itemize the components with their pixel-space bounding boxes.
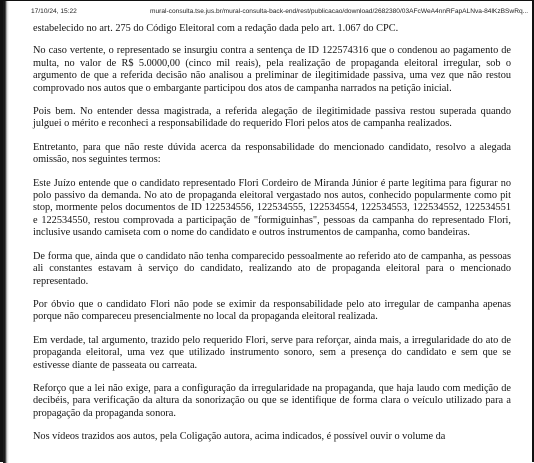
paragraph-9: Nos vídeos trazidos aos autos, pela Coligação autora, acima indicados, é possível ouvir o volume da <box>33 431 446 443</box>
document-body <box>33 23 511 455</box>
scan-border <box>3 1 9 463</box>
print-timestamp: 17/10/24, 15:22 <box>31 8 77 15</box>
paragraph-7: Em verdade, tal argumento, trazido pelo requerido Flori, serve para reforçar, ainda mais, a irregularidade do ato de propaganda eleitoral, uma vez que utilizado instrumento sonoro, sem a presença do candidato e sem que se estivesse diante de passeata ou carreata. <box>33 334 511 371</box>
paragraph-1: No caso vertente, o representado se insurgiu contra a sentença de ID 122574316 que o condenou ao pagamento de multa, no valor de R$ 5.0000,00 (cinco mil reais), pela realização de propaganda eleitoral irregular, sob o argumento de que a referida decisão não analisou a preliminar de ilegitimidade passiva, uma vez que não restou comprovado nos autos que o embargante participou dos atos de campanha narrados na petição inicial. <box>33 45 511 94</box>
paragraph-2: Pois bem. No entender dessa magistrada, a referida alegação de ilegitimidade passiva restou superada quando julguei o mérito e reconheci a responsabilidade do requerido Flori pelos atos de campanha realizados. <box>33 106 511 130</box>
paragraph-4: Este Juízo entende que o candidato representado Flori Cordeiro de Miranda Júnior é parte legítima para figurar no polo passivo da demanda. No ato de propaganda eleitoral vergastado nos autos, conhecido popularmente como pit stop, mormente pelos documentos de ID 122534556, 122534555, 122534554, 122534553, 122534552, 122534551 e 122534550, restou comprovada a participação de "formiguinhas", pessoas da campanha do representado Flori, inclusive usando camiseta com o nome do candidato e outros instrumentos de campanha, como bandeiras. <box>33 177 511 239</box>
paragraph-3: Entretanto, para que não reste dúvida acerca da responsabilidade do mencionado candidato, resolvo a alegada omissão, nos seguintes termos: <box>33 141 511 166</box>
paragraph-8: Reforço que a lei não exige, para a configuração da irregularidade na propaganda, que haja laudo com medição de decibéis, para verificação da altura da sonorização ou que se identifique de forma clara o veículo utilizado para a propagação da propaganda sonora. <box>33 382 511 419</box>
print-header <box>9 4 529 18</box>
print-url: mural-consulta.tse.jus.br/mural-consulta-back-end/rest/publicacao/download/2682380/03AFcWeA4nnRFapALNva-84lKzBSwRq... <box>150 8 529 15</box>
paragraph-5: De forma que, ainda que o candidato não tenha comparecido pessoalmente ao referido ato de campanha, as pessoas ali constantes estavam à serviço do candidato, realizando ato de propaganda eleitoral para o mencionado representado. <box>33 250 511 287</box>
paragraph-6: Por óbvio que o candidato Flori não pode se eximir da responsabilidade pelo ato irregular de campanha apenas porque não compareceu presencialmente no local da propaganda eleitoral realizada. <box>33 298 511 323</box>
paragraph-0: estabelecido no art. 275 do Código Eleitoral com a redação dada pelo art. 1.067 do CPC. <box>33 23 399 34</box>
